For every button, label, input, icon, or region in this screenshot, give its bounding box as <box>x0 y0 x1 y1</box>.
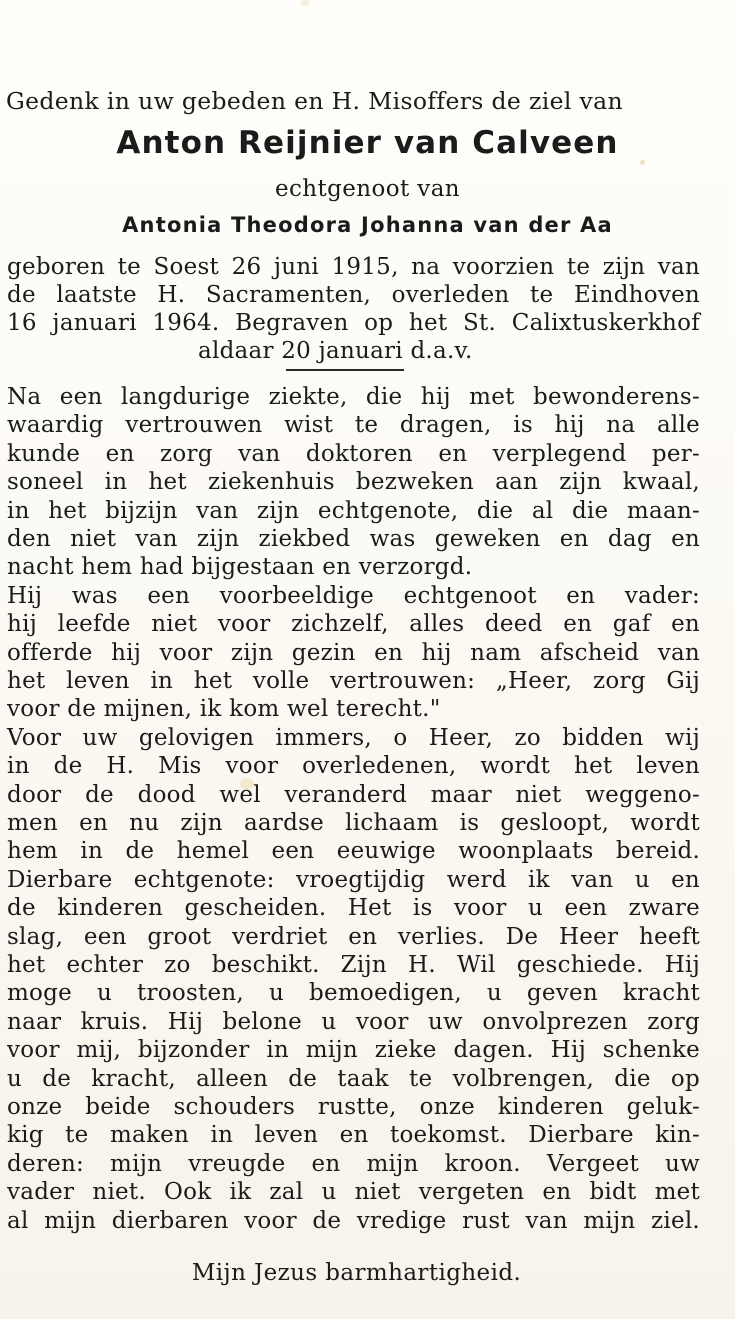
body-text-line: naar kruis. Hij belone u voor uw onvolprezen zorg <box>7 1008 700 1035</box>
bio-line: 16 januari 1964. Begraven op het St. Calixtuskerkhof <box>7 310 700 336</box>
body-text-line: het echter zo beschikt. Zijn H. Wil geschiede. Hij <box>7 952 700 978</box>
body-text-line: het leven in het volle vertrouwen: „Heer, zorg Gij <box>7 668 700 694</box>
body-text-line: kig te maken in leven en toekomst. Dierbare kin- <box>7 1122 700 1149</box>
spouse-name: Antonia Theodora Johanna van der Aa <box>122 213 613 237</box>
body-text-line: de kinderen gescheiden. Het is voor u een zware <box>7 895 700 922</box>
body-text-line: waardig vertrouwen wist te dragen, is hij na alle <box>7 412 700 439</box>
date-underline <box>286 369 404 371</box>
body-text-line: Hij was een voorbeeldige echtgenoot en vader: <box>7 582 700 609</box>
bio-line: geboren te Soest 26 juni 1915, na voorzien te zijn van <box>7 254 700 280</box>
body-text-line: men en nu zijn aardse lichaam is gesloopt, wordt <box>7 810 700 836</box>
body-text-line: kunde en zorg van doktoren en verplegend per- <box>7 440 700 467</box>
body-text-line: Voor uw gelovigen immers, o Heer, zo bidden wij <box>7 724 700 751</box>
bio-line: de laatste H. Sacramenten, overleden te Eindhoven <box>7 282 700 308</box>
closing-prayer: Mijn Jezus barmhartigheid. <box>191 1260 522 1286</box>
intro-line: Gedenk in uw gebeden en H. Misoffers de ziel van <box>6 87 624 115</box>
body-text-line: hij leefde niet voor zichzelf, alles deed en gaf en <box>7 611 700 638</box>
body-text-line: offerde hij voor zijn gezin en hij nam afscheid van <box>7 639 700 666</box>
body-text-line: al mijn dierbaren voor de vredige rust van mijn ziel. <box>7 1207 700 1234</box>
bio-line-burial-date: aldaar 20 januari d.a.v. <box>198 338 473 364</box>
deceased-name: Anton Reijnier van Calveen <box>116 125 619 161</box>
paper-speck <box>640 160 645 165</box>
body-text-line: Na een langdurige ziekte, die hij met bewonderens- <box>7 384 700 410</box>
body-text-line: voor de mijnen, ik kom wel terecht." <box>7 696 441 723</box>
body-text-line: vader niet. Ook ik zal u niet vergeten en bidt met <box>7 1179 700 1206</box>
body-text-line: u de kracht, alleen de taak te volbrengen, die op <box>7 1065 700 1092</box>
body-text-line: moge u troosten, u bemoedigen, u geven kracht <box>7 980 700 1007</box>
body-text-line: den niet van zijn ziekbed was geweken en dag en <box>7 526 700 552</box>
body-text-line: in het bijzijn van zijn echtgenote, die al die maan- <box>7 497 700 524</box>
body-text-line: deren: mijn vreugde en mijn kroon. Vergeet uw <box>7 1150 700 1177</box>
spouse-label: echtgenoot van <box>274 176 461 202</box>
body-text-line: nacht hem had bijgestaan en verzorgd. <box>7 554 473 581</box>
body-text-line: slag, een groot verdriet en verlies. De Heer heeft <box>7 923 700 950</box>
body-text-line: voor mij, bijzonder in mijn zieke dagen. Hij schenke <box>7 1037 700 1064</box>
body-text-line: door de dood wel veranderd maar niet weggeno- <box>7 781 700 808</box>
body-text-line: hem in de hemel een eeuwige woonplaats bereid. <box>7 838 700 865</box>
body-text-line: in de H. Mis voor overledenen, wordt het leven <box>7 753 700 780</box>
body-text-line: soneel in het ziekenhuis bezweken aan zijn kwaal, <box>7 469 700 496</box>
body-text-line: Dierbare echtgenote: vroegtijdig werd ik van u en <box>7 866 700 893</box>
body-text-line: onze beide schouders rustte, onze kinderen geluk- <box>7 1094 700 1120</box>
paper-speck-top <box>300 0 310 6</box>
